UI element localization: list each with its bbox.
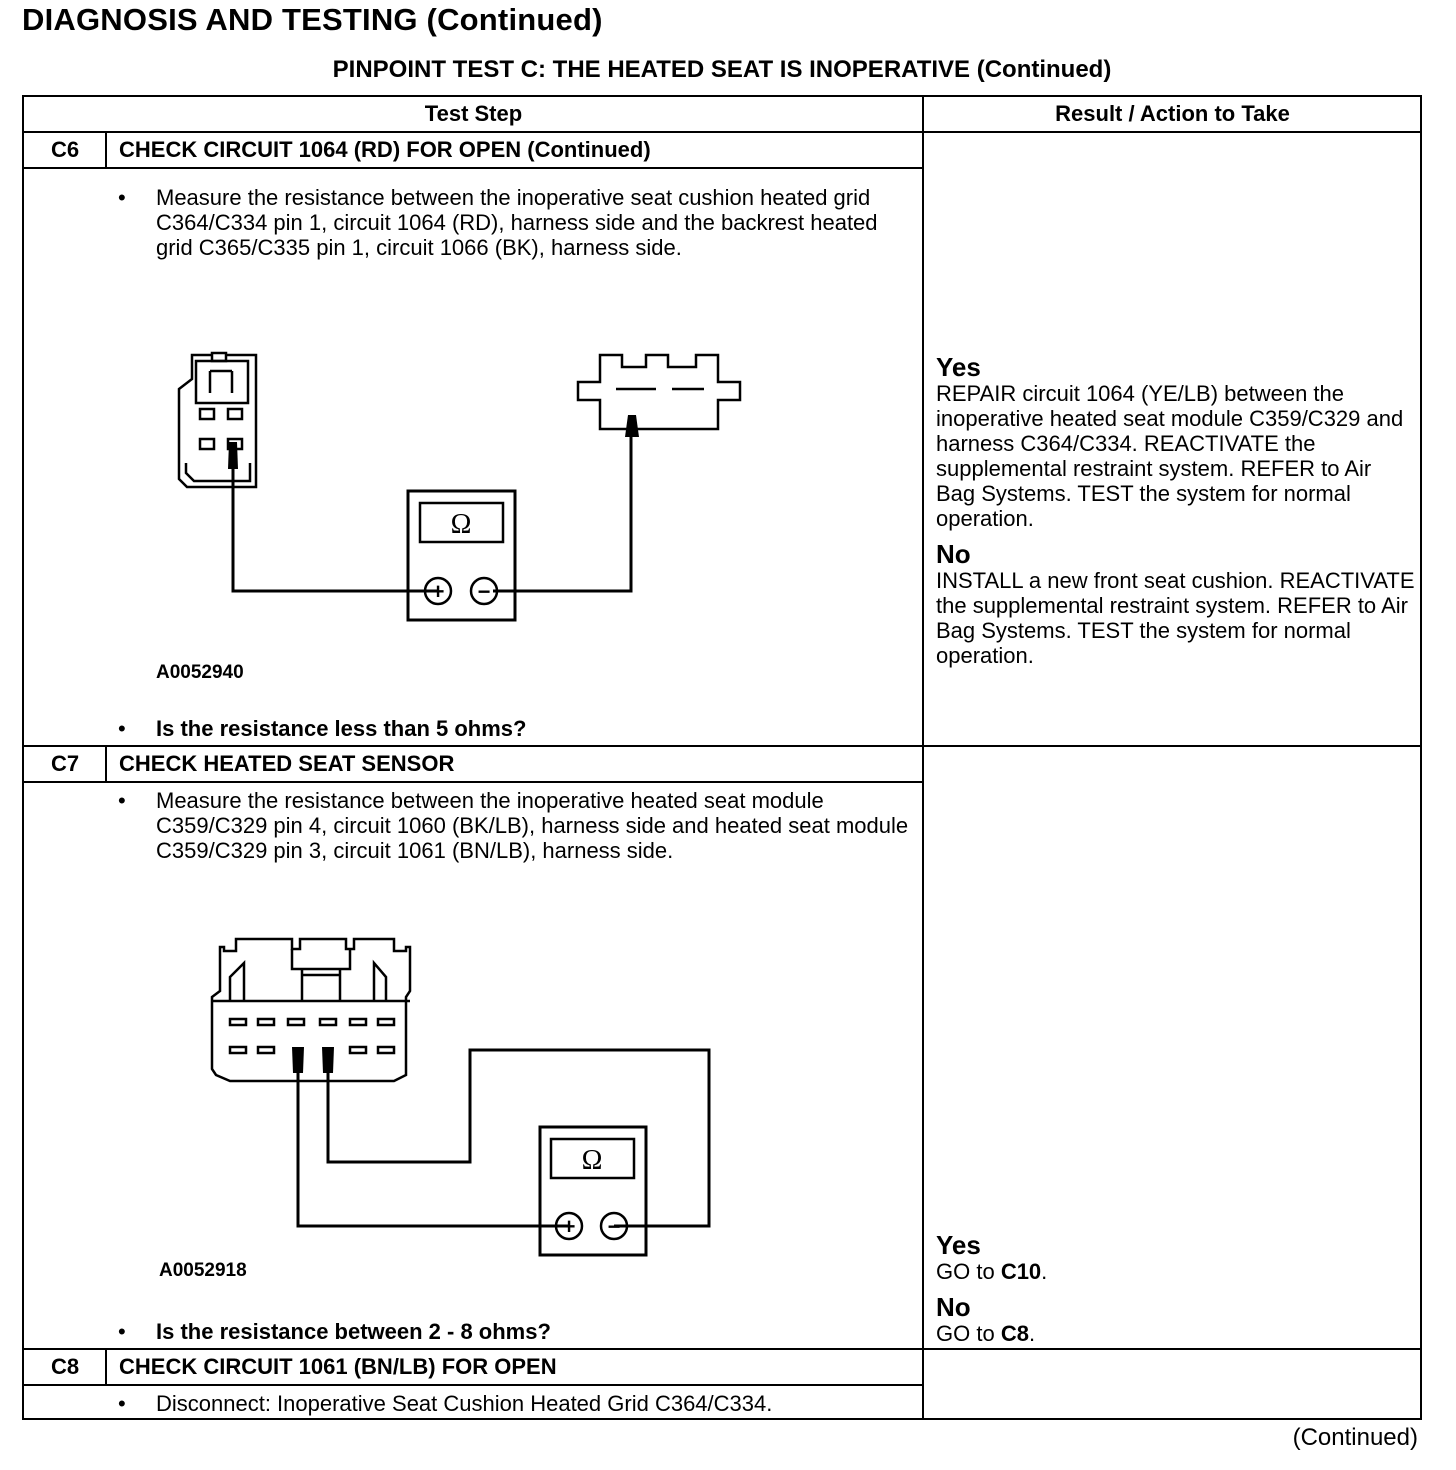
header-test-step: Test Step: [424, 101, 523, 126]
test-lead-negative: [328, 1050, 709, 1226]
ohm-symbol: Ω: [581, 1145, 603, 1176]
result-yes-label: Yes: [936, 1230, 981, 1260]
pinpoint-test-table: [22, 95, 1422, 1420]
go-to-text: GO to: [936, 1259, 995, 1284]
ohm-symbol: Ω: [450, 509, 472, 540]
c7-resistance-diagram: [24, 97, 922, 1348]
instruction-text: Disconnect: Inoperative Seat Cushion Heated Grid C364/C334.: [156, 1391, 773, 1416]
connector-pin-cavities: [230, 1019, 394, 1053]
probe-tip-pin3: [322, 1047, 334, 1073]
figure-id: A0052940: [156, 662, 244, 683]
meter-minus-terminal: −: [477, 579, 491, 604]
step-title: CHECK CIRCUIT 1061 (BN/LB) FOR OPEN: [119, 1354, 557, 1379]
spacer: [936, 531, 1416, 540]
result-yes-label: Yes: [936, 352, 981, 382]
meter-minus-terminal: −: [607, 1214, 621, 1239]
step-title: CHECK HEATED SEAT SENSOR: [119, 751, 455, 776]
test-question: Is the resistance between 2 - 8 ohms?: [156, 1319, 551, 1344]
result-no-label: No: [936, 1292, 971, 1322]
probe-tip-pin4: [292, 1047, 304, 1073]
bullet: •: [118, 1319, 126, 1344]
result-no-action: INSTALL a new front seat cushion. REACTIVATE the supplemental restraint system. REFER to Air Bag Systems. TEST the system for normal operation.: [936, 568, 1415, 668]
meter-plus-terminal: +: [562, 1214, 576, 1239]
bullet: •: [118, 1391, 126, 1416]
header-result-action: Result / Action to Take: [1055, 101, 1290, 126]
go-to-step-link[interactable]: C8: [1000, 1321, 1029, 1346]
meter-plus-terminal: +: [431, 579, 445, 604]
c6-results: [936, 353, 1416, 668]
instruction-text: Measure the resistance between the inoperative seat cushion heated grid C364/C334 pin 1, circuit 1064 (RD), harness side and the backrest heated grid C365/C335 pin 1, circuit 1066 (BK), harness side.: [156, 185, 878, 260]
test-lead-positive: [298, 1073, 569, 1226]
go-to-text: GO to: [936, 1321, 995, 1346]
step-number: C6: [50, 137, 80, 162]
step-title: CHECK CIRCUIT 1064 (RD) FOR OPEN (Continued): [119, 137, 651, 162]
test-question: Is the resistance less than 5 ohms?: [156, 716, 527, 741]
bullet: •: [118, 185, 126, 210]
result-no-label: No: [936, 539, 971, 569]
pinpoint-test-title: PINPOINT TEST C: THE HEATED SEAT IS INOPERATIVE (Continued): [332, 56, 1112, 83]
result-yes-action: [936, 1259, 1416, 1284]
step-number: C7: [50, 751, 80, 776]
continued-note: (Continued): [1292, 1424, 1418, 1451]
result-no-action: [936, 1321, 1416, 1346]
c7-results: [936, 1231, 1416, 1346]
column-divider: [922, 97, 924, 1418]
period: .: [1028, 1321, 1036, 1346]
spacer: [936, 1284, 1416, 1293]
c8-title-divider: [24, 1384, 922, 1386]
bullet: •: [118, 788, 126, 813]
instruction-text: Measure the resistance between the inoperative heated seat module C359/C329 pin 4, circuit 1060 (BK/LB), harness side and heated seat module C359/C329 pin 3, circuit 1061 (BN/LB), harness side.: [156, 788, 909, 863]
go-to-step-link[interactable]: C10: [1000, 1259, 1042, 1284]
step-number: C8: [50, 1354, 80, 1379]
figure-id: A0052918: [159, 1260, 247, 1281]
c7-row-divider: [24, 1348, 1420, 1350]
result-yes-action: REPAIR circuit 1064 (YE/LB) between the inoperative heated seat module C359/C329 and harness C364/C334. REACTIVATE the supplemental restraint system. REFER to Air Bag Systems. TEST the system for normal operation.: [936, 381, 1404, 531]
period: .: [1041, 1259, 1048, 1284]
page-title: DIAGNOSIS AND TESTING (Continued): [22, 2, 603, 37]
bullet: •: [118, 716, 126, 741]
heated-seat-module-connector: [212, 939, 410, 1081]
